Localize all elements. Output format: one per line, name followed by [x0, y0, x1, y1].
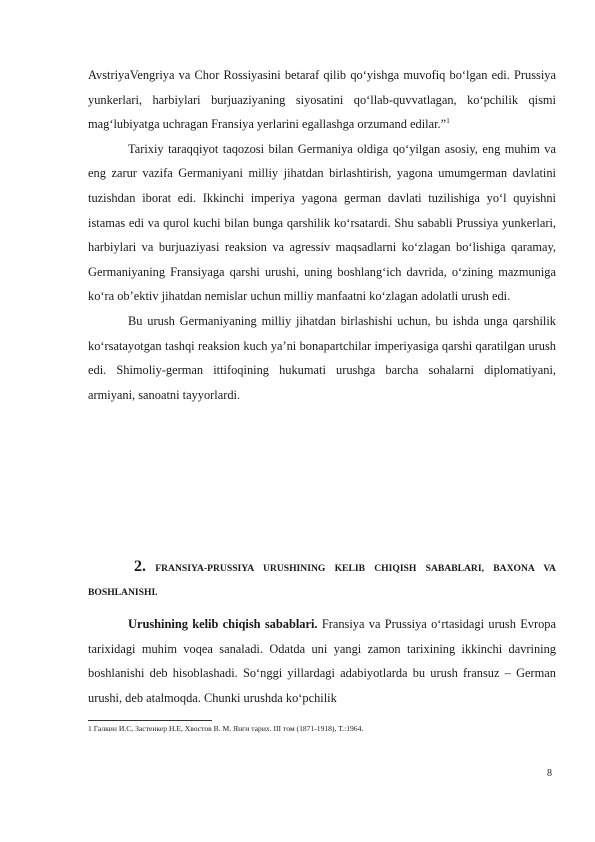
- paragraph-1: [88, 63, 556, 137]
- footnote-ref[interactable]: 1: [446, 116, 450, 126]
- section-title: FRANSIYA-PRUSSIYA URUSHINING KELIB CHIQISH SABABLARI, BAXONA VA BOSHLANISHI.: [88, 563, 556, 598]
- paragraph-1-text: AvstriyaVengriya va Chor Rossiyasini betaraf qilib qo‘yishga muvofiq bo‘lgan edi. Prussiya yunkerlari, harbiylari burjuaziyaning siyosatini qo‘llab-quvvatlagan, ko‘pchilik qismi mag‘lubiyatga uchragan Fransiya yerlarini egallashga orzumand edilar.”: [88, 68, 556, 132]
- section-heading: [88, 555, 556, 605]
- subheading-inline: Urushining kelib chiqish sabablari.: [128, 617, 318, 631]
- paragraph-3: Bu urush Germaniyaning milliy jihatdan birlashishi uchun, bu ishda unga qarshilik ko‘rsatayotgan tashqi reaksion kuch ya’ni bonapartchilar imperiyasiga qarshi qaratilgan urush edi. Shimoliy-german ittifoqining hukumati urushga barcha sohalarni diplomatiyani, armiyani, sanoatni tayyorlardi.: [88, 313, 556, 402]
- section-number: 2.: [134, 558, 146, 575]
- main-text-bottom: [88, 612, 556, 710]
- main-text-top: [88, 63, 556, 407]
- paragraph-4: [88, 612, 556, 710]
- page-number: 8: [547, 768, 552, 779]
- paragraph-2: Tarixiy taraqqiyot taqozosi bilan Germaniya oldiga qo‘yilgan asosiy, eng muhim va eng zarur vazifa Germaniyani milliy jihatdan birlashtirish, yagona umumgerman davlatini tuzishdan iborat edi. Ikkinchi imperiya yagona german davlati tuzilishiga yo‘l quyishni istamas edi va qurol kuchi bilan bunga qarshilik ko‘rsatardi. Shu sababli Prussiya yunkerlari, harbiylari va burjuaziyasi reaksion va agressiv maqsadlarni ko‘zlagan bo‘lishiga qaramay, Germaniyaning Fransiyaga qarshi urushi, uning boshlang‘ich davrida, o‘zining mazmuniga ko‘ra ob’ektiv jihatdan nemislar uchun milliy manfaatni ko‘zlagan adolatli urush edi.: [88, 141, 556, 304]
- footnote-divider: [88, 720, 212, 721]
- footnote: 1 Галкин И.С, Застенкер Н.Е, Хвостов В. М. Янги тарих. III том (1871-1918), Т.:1964.: [88, 724, 364, 733]
- paragraph-4-text: Fransiya va Prussiya o‘rtasidagi urush Evropa tarixidagi muhim voqea sanaladi. Odatda uni yangi zamon tarixining ikkinchi davrining boshlanishi deb hisoblashadi. So‘nggi yillardagi adabiyotlarda bu urush fransuz – German urushi, deb atalmoqda. Chunki urushda ko‘pchilik: [88, 617, 556, 705]
